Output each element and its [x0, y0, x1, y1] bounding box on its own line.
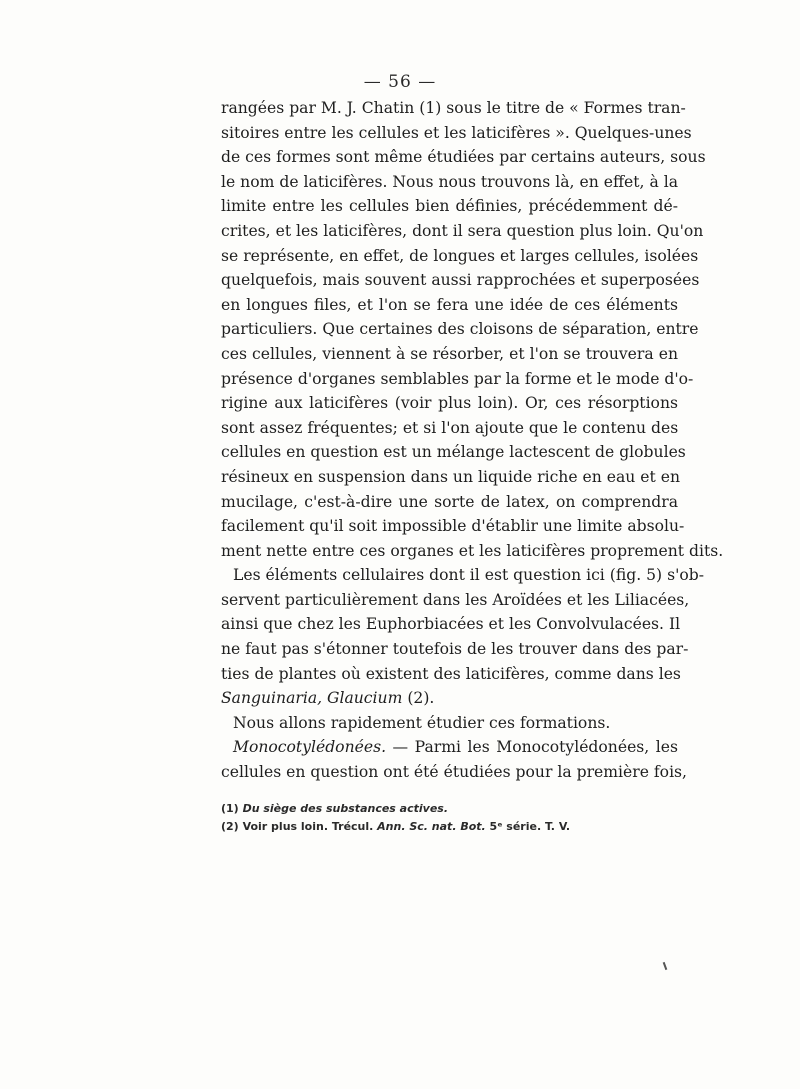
text-line: quelquefois, mais souvent aussi rapprochées et superposées [221, 271, 700, 290]
text-line: en longues files, et l'on se fera une idée de ces éléments [221, 295, 678, 314]
body-text [221, 96, 724, 785]
text-line: Les éléments cellulaires dont il est question ici (fig. 5) s'ob- [233, 566, 705, 585]
text-line: particuliers. Que certaines des cloisons de séparation, entre [221, 320, 699, 339]
footnote-ref: (2). [402, 689, 435, 708]
text-line: sont assez fréquentes; et si l'on ajoute que le contenu des [221, 418, 679, 437]
page-number: — 56 — [363, 72, 437, 92]
text-line: résineux en suspension dans un liquide riche en eau et en [221, 467, 681, 486]
text-line: le nom de laticifères. Nous nous trouvons là, en effet, à la [221, 172, 678, 191]
footnote-marker: (2) [221, 820, 239, 833]
footnote-title: Du siège des substances actives. [242, 802, 449, 815]
text-line: ainsi que chez les Euphorbiacées et les Convolvulacées. Il [221, 615, 681, 634]
footnote-1 [221, 800, 678, 818]
text-line: facilement qu'il soit impossible d'établir une limite absolu- [221, 517, 685, 536]
text-line: ne faut pas s'étonner toutefois de les trouver dans des par- [221, 640, 689, 659]
text-line: servent particulièrement dans les Aroïdées et les Liliacées, [221, 590, 690, 609]
footnote-marker: (1) [221, 802, 239, 815]
text-line: rigine aux laticifères (voir plus loin). Or, ces résorptions [221, 394, 678, 413]
footnote-suffix: 5ᵉ série. T. V. [485, 820, 571, 833]
text-line-section [221, 735, 678, 760]
footnotes [221, 800, 678, 836]
text-line: présence d'organes semblables par la forme et le mode d'o- [221, 369, 694, 388]
text-line: ces cellules, viennent à se résorber, et l'on se trouvera en [221, 344, 678, 363]
text-line: se représente, en effet, de longues et larges cellules, isolées [221, 246, 699, 265]
text-line: ties de plantes où existent des laticifères, comme dans les [221, 664, 681, 683]
text-line: mucilage, c'est-à-dire une sorte de latex, on comprendra [221, 492, 678, 511]
text-line: limite entre les cellules bien définies, précédemment dé- [221, 197, 678, 216]
footnote-prefix: Voir plus loin. Trécul. [242, 820, 378, 833]
text-line: rangées par M. J. Chatin (1) sous le titre de « Formes tran- [221, 99, 686, 117]
text-line: Nous allons rapidement étudier ces formations. [233, 713, 611, 732]
text-line: cellules en question ont été étudiées pour la première fois, [221, 763, 688, 782]
text-line-italic-names [221, 686, 678, 711]
italic-plant-names: Sanguinaria, Glaucium [221, 689, 403, 708]
section-heading: Monocotylédonées. [233, 738, 387, 757]
text-line: crites, et les laticifères, dont il sera question plus loin. Qu'on [221, 221, 704, 240]
text-line: sitoires entre les cellules et les laticifères ». Quelques-unes [221, 123, 692, 142]
text-line: de ces formes sont même étudiées par certains auteurs, sous [221, 148, 706, 167]
paper-speck [663, 962, 668, 970]
footnote-2 [221, 818, 678, 836]
text-line: cellules en question est un mélange lactescent de globules [221, 443, 686, 462]
section-text: — Parmi les Monocotylédonées, les [386, 738, 678, 757]
footnote-journal: Ann. Sc. nat. Bot. [377, 820, 486, 833]
text-line: ment nette entre ces organes et les laticifères proprement dits. [221, 541, 724, 560]
